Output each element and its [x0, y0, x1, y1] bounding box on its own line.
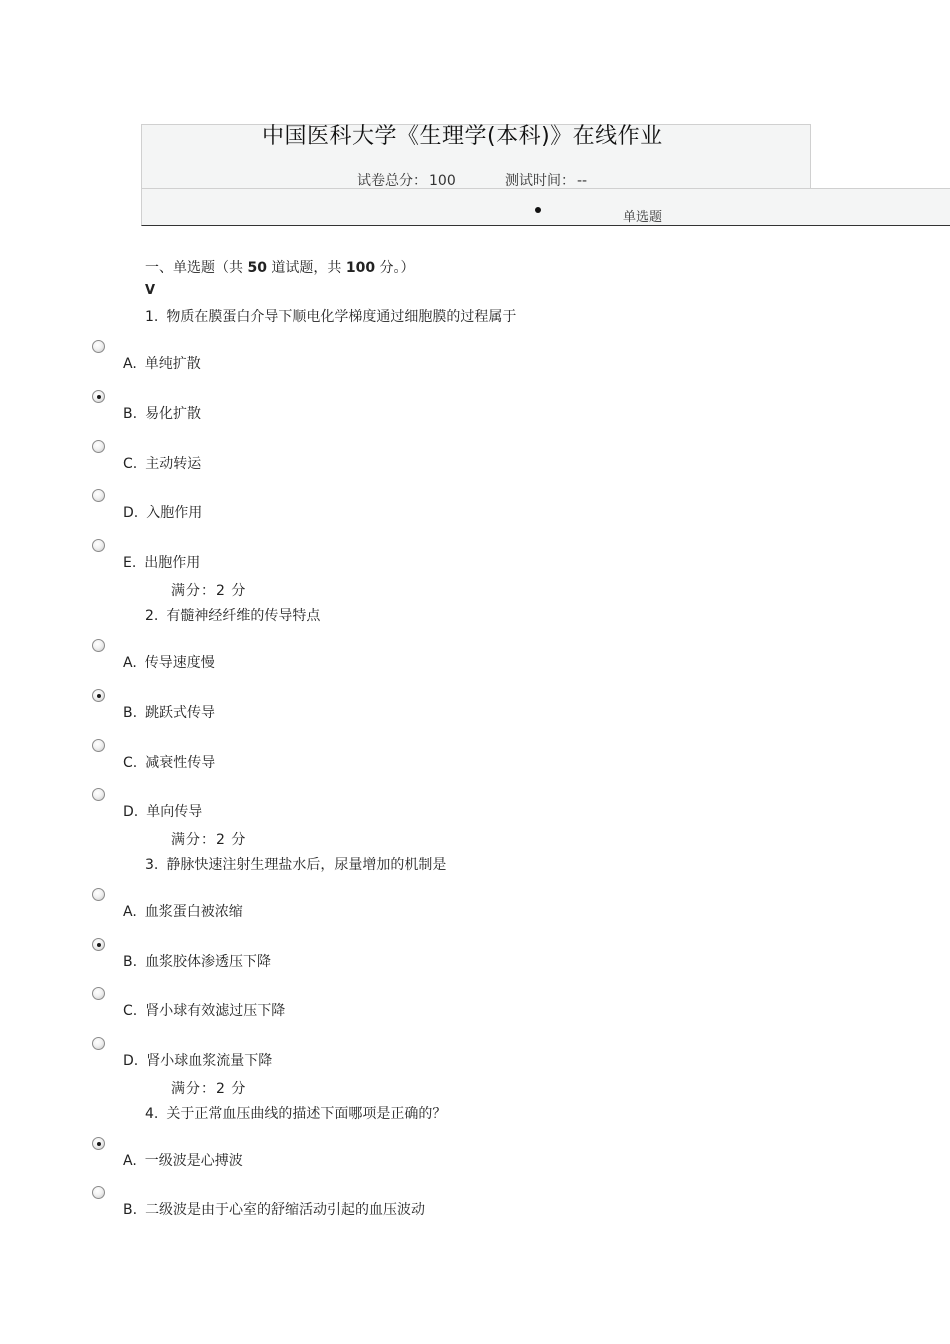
question-number: 1. — [145, 309, 159, 325]
test-time-value: -- — [577, 173, 588, 189]
section-suffix: 分。） — [375, 260, 415, 276]
option-label: 减衰性传导 — [145, 755, 216, 771]
radio-button[interactable] — [92, 340, 105, 353]
option-letter: B. — [123, 1202, 138, 1218]
test-time-label: 测试时间： — [505, 173, 575, 189]
option-label: 主动转运 — [145, 456, 202, 472]
question-text: 关于正常血压曲线的描述下面哪项是正确的？ — [166, 1106, 447, 1122]
question-number: 2. — [145, 608, 159, 624]
option-label: 肾小球有效滤过压下降 — [145, 1003, 286, 1019]
answer-option[interactable] — [0, 689, 950, 739]
answer-option[interactable] — [0, 1137, 950, 1187]
option-label: 跳跃式传导 — [145, 705, 216, 721]
option-letter: E. — [123, 555, 137, 571]
option-letter: C. — [123, 456, 138, 472]
radio-button[interactable] — [92, 689, 105, 702]
option-letter: C. — [123, 755, 138, 771]
answer-option[interactable] — [0, 888, 950, 938]
option-label: 肾小球血浆流量下降 — [146, 1053, 273, 1069]
radio-button[interactable] — [92, 739, 105, 752]
answer-option[interactable] — [0, 440, 950, 490]
answer-option[interactable] — [0, 390, 950, 440]
answer-option[interactable] — [0, 987, 950, 1037]
answer-option[interactable] — [0, 1186, 950, 1236]
question-text: 有髓神经纤维的传导特点 — [166, 608, 321, 624]
option-letter: A. — [123, 904, 137, 920]
test-time — [505, 170, 587, 190]
answer-option[interactable] — [0, 639, 950, 689]
radio-button[interactable] — [92, 639, 105, 652]
option-letter: A. — [123, 1153, 137, 1169]
question-score: 满分：2 分 — [171, 583, 247, 599]
total-score — [357, 170, 456, 190]
radio-button[interactable] — [92, 938, 105, 951]
radio-button[interactable] — [92, 987, 105, 1000]
question-score: 满分：2 分 — [171, 1081, 247, 1097]
radio-button[interactable] — [92, 390, 105, 403]
question-title — [145, 854, 446, 874]
option-label: 出胞作用 — [144, 555, 201, 571]
radio-button[interactable] — [92, 1186, 105, 1199]
question-count: 50 — [247, 260, 267, 276]
radio-button[interactable] — [92, 788, 105, 801]
option-label: 传导速度慢 — [144, 655, 215, 671]
answer-option[interactable] — [0, 539, 950, 589]
radio-button[interactable] — [92, 1137, 105, 1150]
section-prefix: 一、单选题（共 — [145, 260, 248, 276]
question-title — [145, 1103, 446, 1123]
total-score-label: 试卷总分： — [357, 173, 427, 189]
question-text: 静脉快速注射生理盐水后，尿量增加的机制是 — [166, 857, 447, 873]
radio-button[interactable] — [92, 1037, 105, 1050]
question-score: 满分：2 分 — [171, 832, 247, 848]
option-letter: D. — [123, 505, 139, 521]
option-label: 易化扩散 — [145, 406, 202, 422]
question-title — [145, 605, 320, 625]
radio-button[interactable] — [92, 888, 105, 901]
option-label: 血浆蛋白被浓缩 — [144, 904, 243, 920]
option-letter: B. — [123, 954, 138, 970]
option-label: 二级波是由于心室的舒缩活动引起的血压波动 — [145, 1202, 426, 1218]
option-label: 入胞作用 — [146, 505, 203, 521]
radio-button[interactable] — [92, 440, 105, 453]
section-mid: 道试题，共 — [266, 260, 346, 276]
radio-button[interactable] — [92, 539, 105, 552]
question-text: 物质在膜蛋白介导下顺电化学梯度通过细胞膜的过程属于 — [166, 309, 517, 325]
page-title: 中国医科大学《生理学(本科)》在线作业 — [262, 124, 663, 149]
option-letter: B. — [123, 705, 138, 721]
question-number: 4. — [145, 1106, 159, 1122]
total-score-value: 100 — [429, 173, 456, 189]
question-number: 3. — [145, 857, 159, 873]
tab-bar — [141, 188, 950, 226]
answer-option[interactable] — [0, 938, 950, 988]
option-letter: A. — [123, 655, 137, 671]
option-label: 一级波是心搏波 — [144, 1153, 243, 1169]
section-heading — [145, 257, 415, 277]
v-mark: V — [145, 283, 156, 298]
total-points: 100 — [345, 260, 376, 276]
answer-option[interactable] — [0, 1037, 950, 1087]
option-letter: B. — [123, 406, 138, 422]
option-label: 单向传导 — [146, 804, 203, 820]
tab-single-choice[interactable]: 单选题 — [623, 210, 663, 225]
answer-option[interactable] — [0, 739, 950, 789]
radio-button[interactable] — [92, 489, 105, 502]
option-letter: D. — [123, 1053, 139, 1069]
option-letter: D. — [123, 804, 139, 820]
bullet-icon — [535, 207, 541, 213]
option-letter: C. — [123, 1003, 138, 1019]
answer-option[interactable] — [0, 489, 950, 539]
question-title — [145, 306, 516, 326]
answer-option[interactable] — [0, 788, 950, 838]
option-label: 血浆胶体渗透压下降 — [145, 954, 272, 970]
answer-option[interactable] — [0, 340, 950, 390]
option-label: 单纯扩散 — [144, 356, 201, 372]
option-letter: A. — [123, 356, 137, 372]
